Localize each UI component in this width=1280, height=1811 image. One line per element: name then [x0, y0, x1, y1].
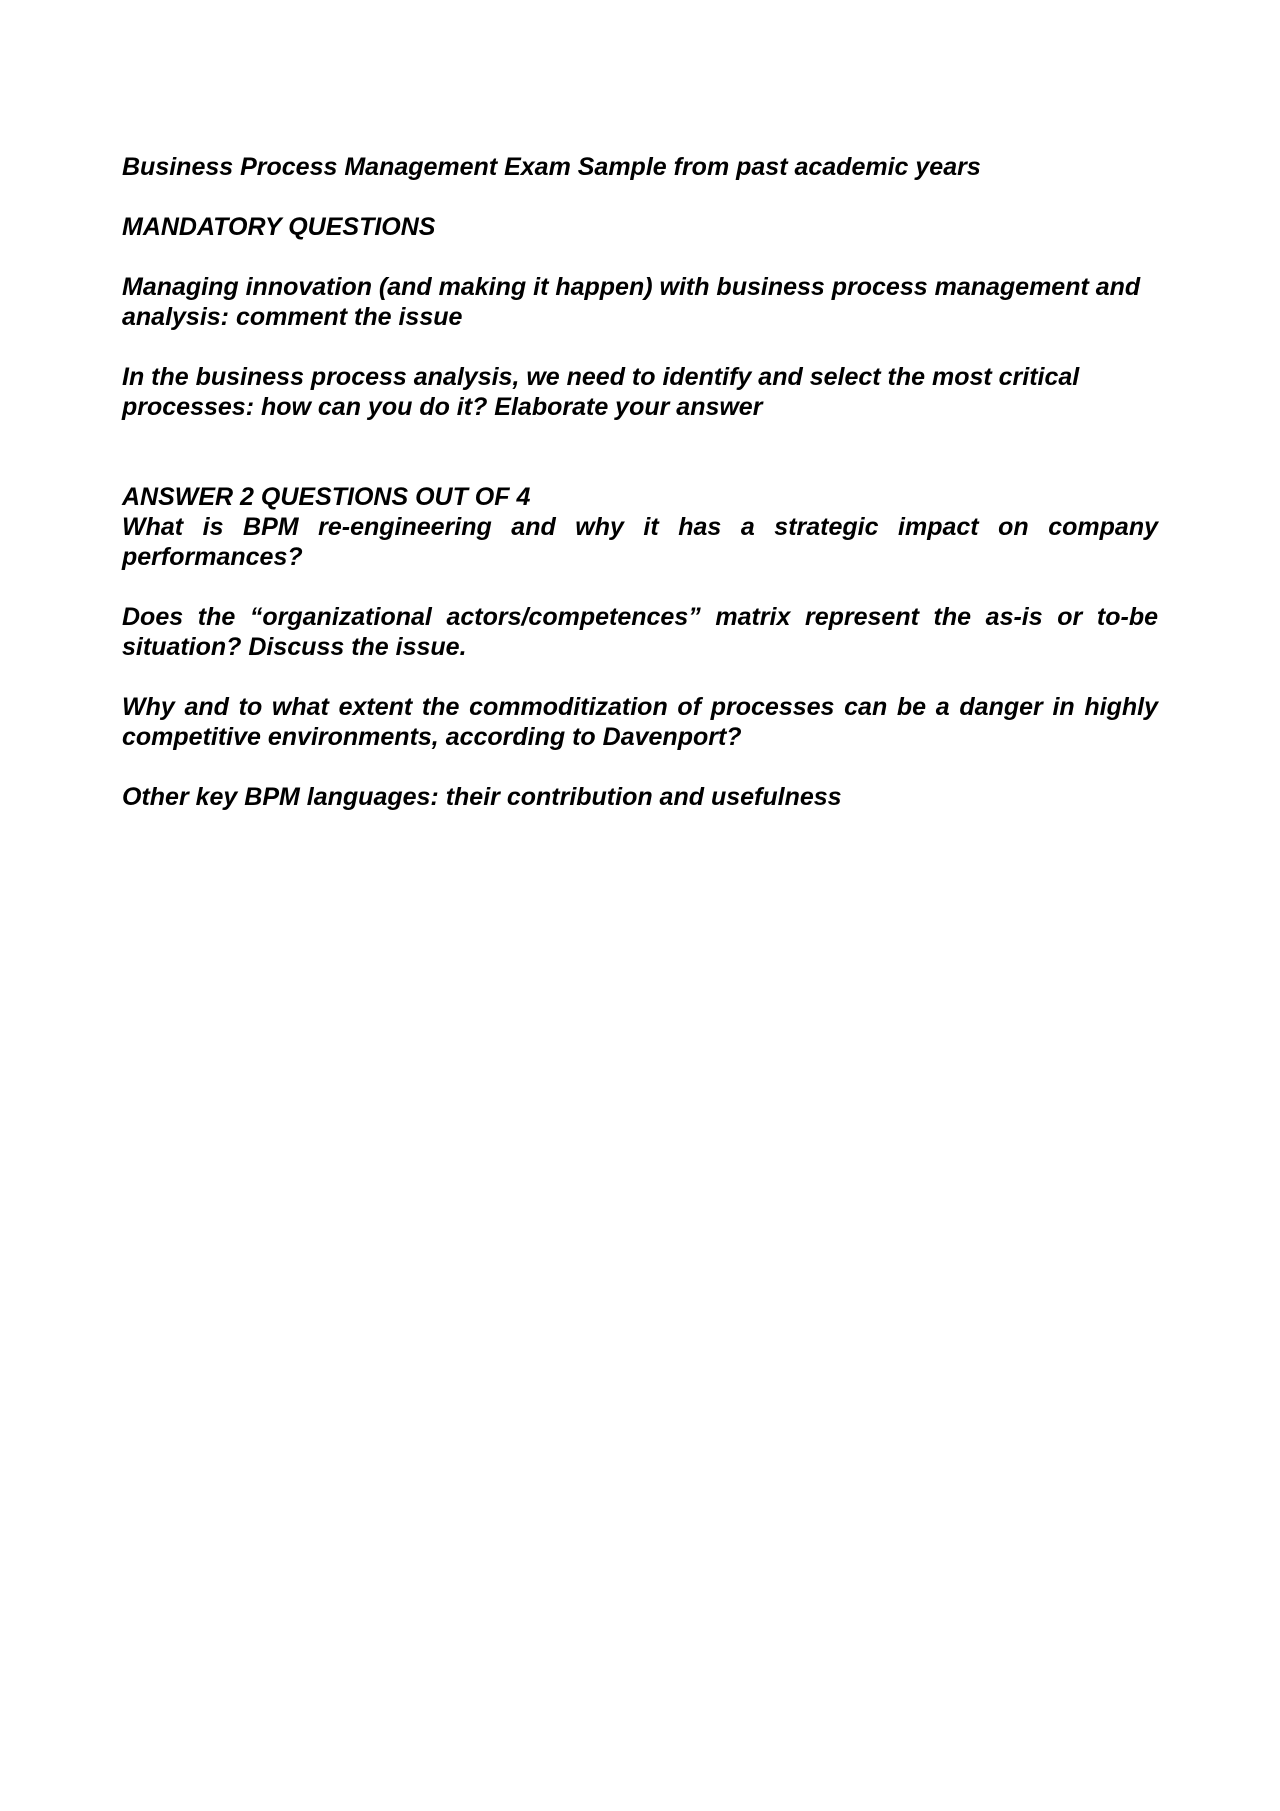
optional-question-2: Does the “organizational actors/competences” matrix represent the as-is or to-be situation? Discuss the issue.: [122, 603, 1158, 661]
mandatory-question-2: In the business process analysis, we need to identify and select the most critical processes: how can you do it? Elaborate your answer: [122, 363, 1080, 421]
mandatory-question-1: Managing innovation (and making it happen) with business process management and analysis: comment the issue: [122, 273, 1141, 331]
document-title: Business Process Management Exam Sample from past academic years: [122, 153, 981, 181]
mandatory-heading: MANDATORY QUESTIONS: [122, 213, 436, 241]
optional-question-1: What is BPM re-engineering and why it has a strategic impact on company performances?: [122, 513, 1158, 571]
document-body: [122, 152, 1158, 812]
optional-question-4: Other key BPM languages: their contribution and usefulness: [122, 783, 842, 811]
optional-heading: ANSWER 2 QUESTIONS OUT OF 4: [122, 483, 531, 511]
optional-question-3: Why and to what extent the commoditization of processes can be a danger in highly competitive environments, according to Davenport?: [122, 693, 1158, 751]
